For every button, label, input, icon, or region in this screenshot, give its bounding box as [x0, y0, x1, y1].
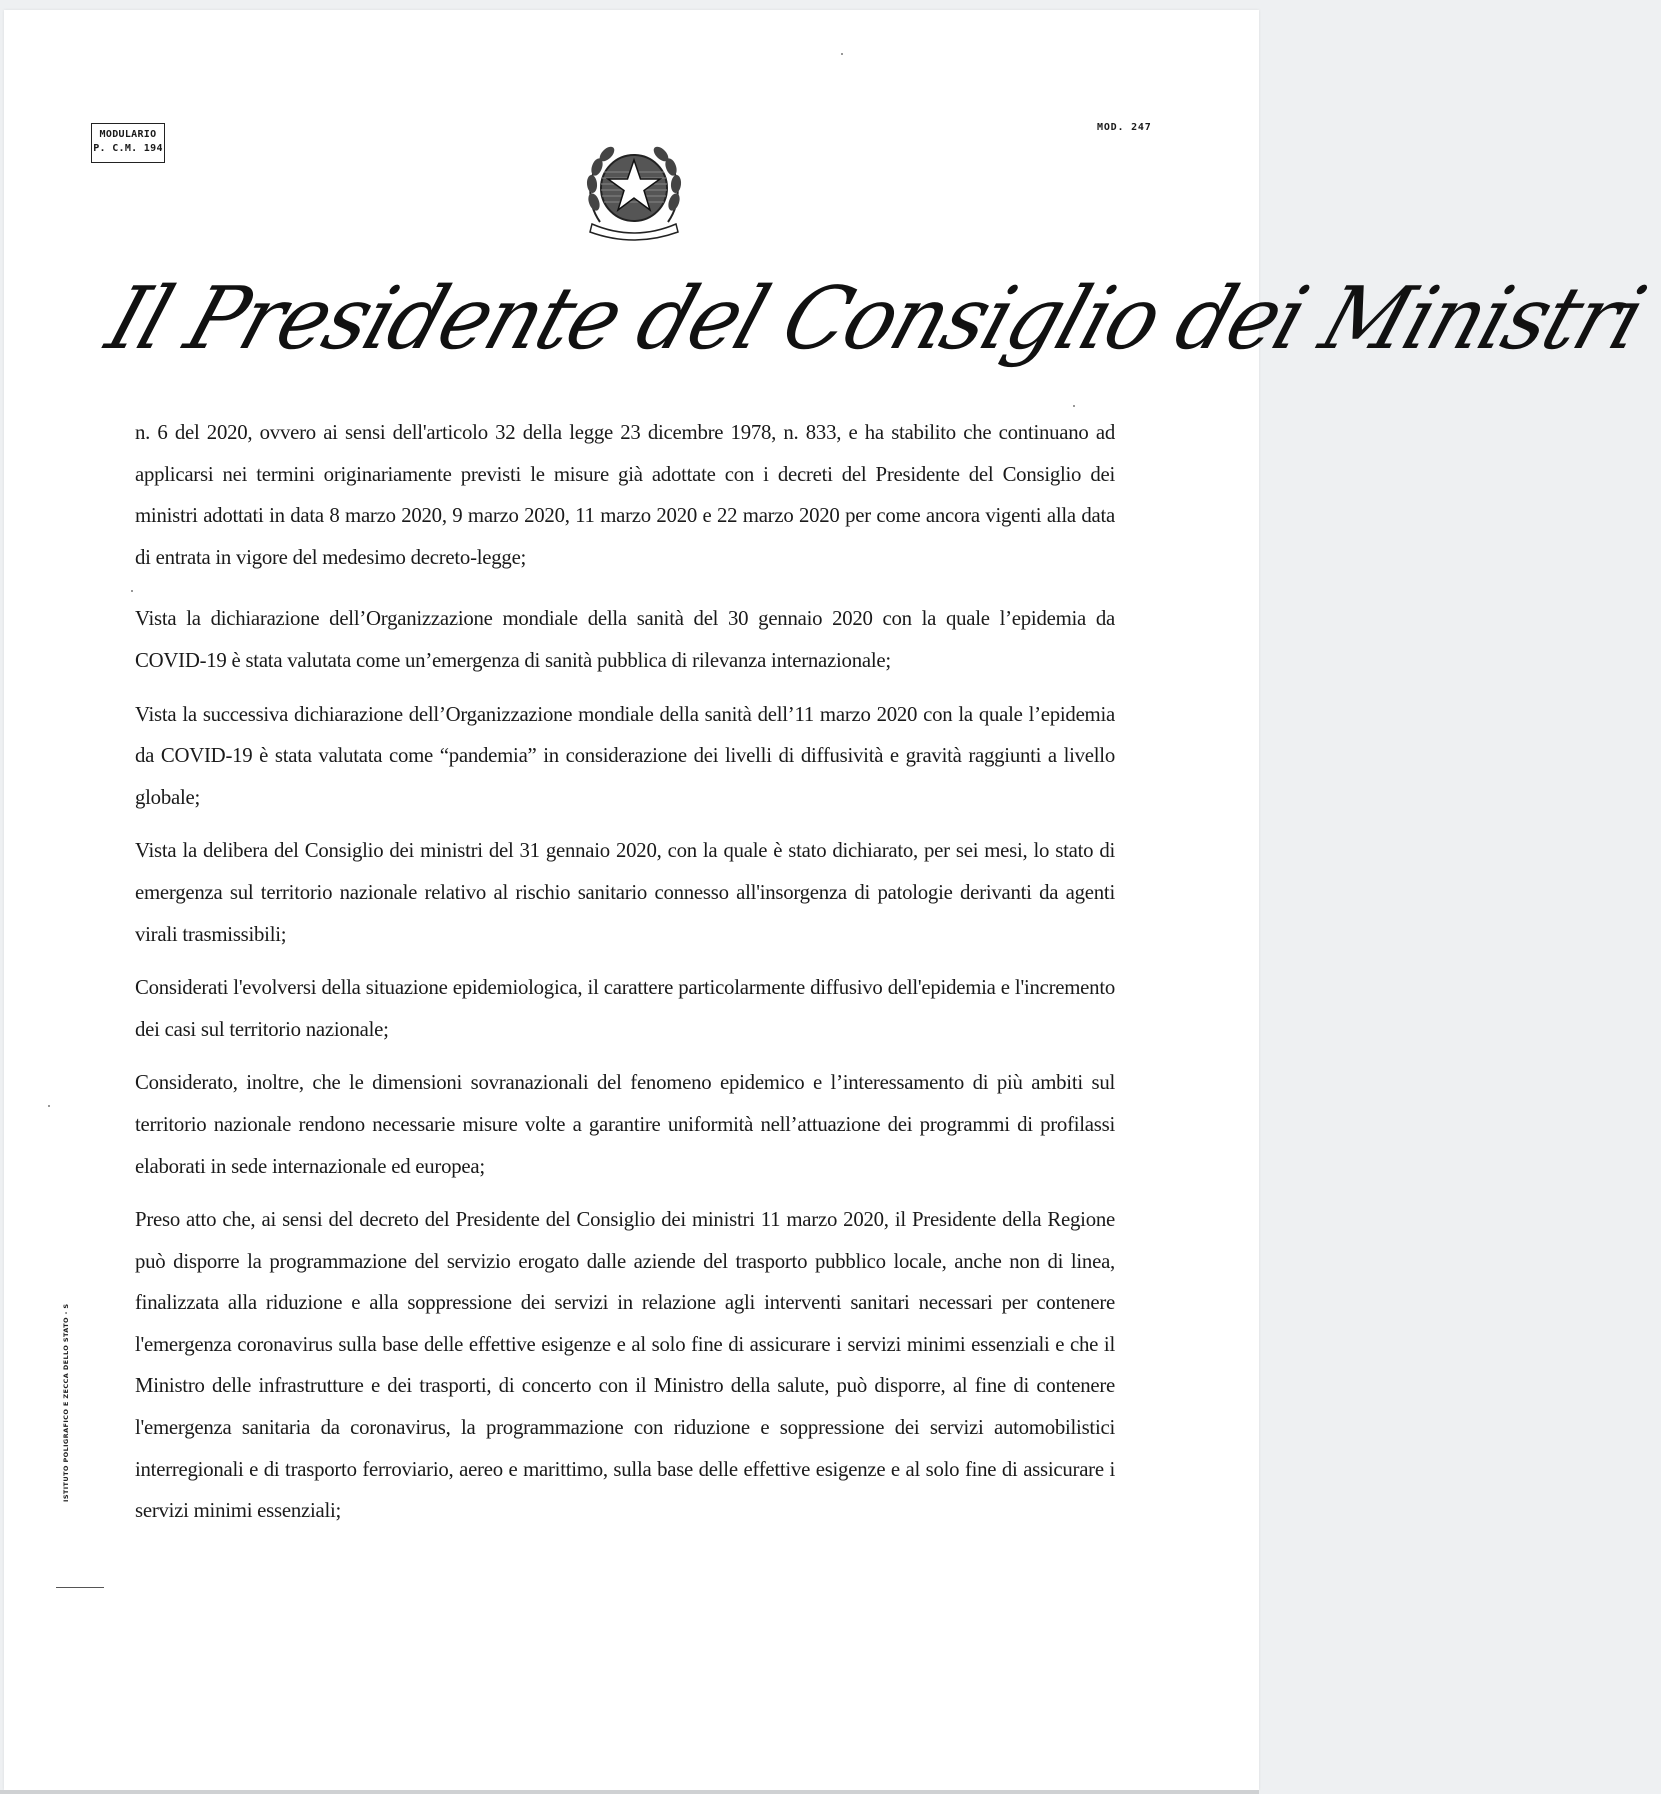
- letterhead-title: [95, 255, 1656, 395]
- paragraph: Considerati l'evolversi della situazione epidemiologica, il carattere particolarmente diffusivo dell'epidemia e l'incremento dei casi sul territorio nazionale;: [135, 976, 1115, 1041]
- form-box: [91, 123, 165, 163]
- paragraph: Vista la delibera del Consiglio dei ministri del 31 gennaio 2020, con la quale è stato dichiarato, per sei mesi, lo stato di emergenza sul territorio nazionale relativo al rischio sanitario connesso all'insorgenza di patologie derivanti da agenti virali trasmissibili;: [135, 839, 1115, 946]
- scan-speck: [48, 1105, 50, 1107]
- paragraph: Vista la successiva dichiarazione dell’Organizzazione mondiale della sanità dell’11 marzo 2020 con la quale l’epidemia da COVID-19 è stata valutata come “pandemia” in considerazione dei livelli di diffusività e gravità raggiunti a livello globale;: [135, 702, 1115, 809]
- paragraph: Considerato, inoltre, che le dimensioni sovranazionali del fenomeno epidemico e l’interessamento di più ambiti sul territorio nazionale rendono necessarie misure volte a garantire uniformità nell’attuazione dei programmi di profilassi elaborati in sede internazionale ed europea;: [135, 1071, 1115, 1178]
- margin-divider: [56, 1587, 104, 1588]
- paragraph: Vista la dichiarazione dell’Organizzazione mondiale della sanità del 30 gennaio 2020 con la quale l’epidemia da COVID-19 è stata valutata come un’emergenza di sanità pubblica di rilevanza internazionale;: [135, 607, 1115, 672]
- scan-speck: [841, 53, 843, 55]
- scan-speck: [131, 590, 133, 592]
- paragraph: Preso atto che, ai sensi del decreto del Presidente del Consiglio dei ministri 11 marzo 2020, il Presidente della Regione può disporre la programmazione del servizio erogato dalle aziende del trasporto pubblico locale, anche non di linea, finalizzata alla riduzione e alla soppressione dei servizi in relazione agli interventi sanitari necessari per contenere l'emergenza coronavirus sulla base delle effettive esigenze e al solo fine di assicurare i servizi minimi essenziali e che il Ministro delle infrastrutture e dei trasporti, di concerto con il Ministro della salute, può disporre, al fine di contenere l'emergenza sanitaria da coronavirus, la programmazione con riduzione e soppressione dei servizi automobilistici interregionali e di trasporto ferroviario, aereo e marittimo, sulla base delle effettive esigenze e al solo fine di assicurare i servizi minimi essenziali;: [135, 1208, 1115, 1523]
- form-box-line-2: P. C.M. 194: [93, 143, 163, 154]
- letterhead-title-text: Il Presidente del Consiglio dei Ministri: [95, 269, 1656, 370]
- document-body: [135, 412, 1115, 1544]
- scan-speck: [1073, 405, 1075, 407]
- emblem-icon: [578, 132, 690, 244]
- paragraph: n. 6 del 2020, ovvero ai sensi dell'articolo 32 della legge 23 dicembre 1978, n. 833, e ha stabilito che continuano ad applicarsi nei termini originariamente previsti le misure già adottate con i decreti del Presidente del Consiglio dei ministri adottati in data 8 marzo 2020, 9 marzo 2020, 11 marzo 2020 e 22 marzo 2020 per come ancora vigenti alla data di entrata in vigore del medesimo decreto-legge;: [135, 421, 1115, 569]
- page-bottom-edge: [0, 1790, 1259, 1794]
- form-box-line-1: MODULARIO: [99, 129, 157, 140]
- printer-margin-text: ISTITUTO POLIGRAFICO E ZECCA DELLO STATO - S: [62, 1303, 70, 1502]
- form-code: MOD. 247: [1097, 122, 1152, 133]
